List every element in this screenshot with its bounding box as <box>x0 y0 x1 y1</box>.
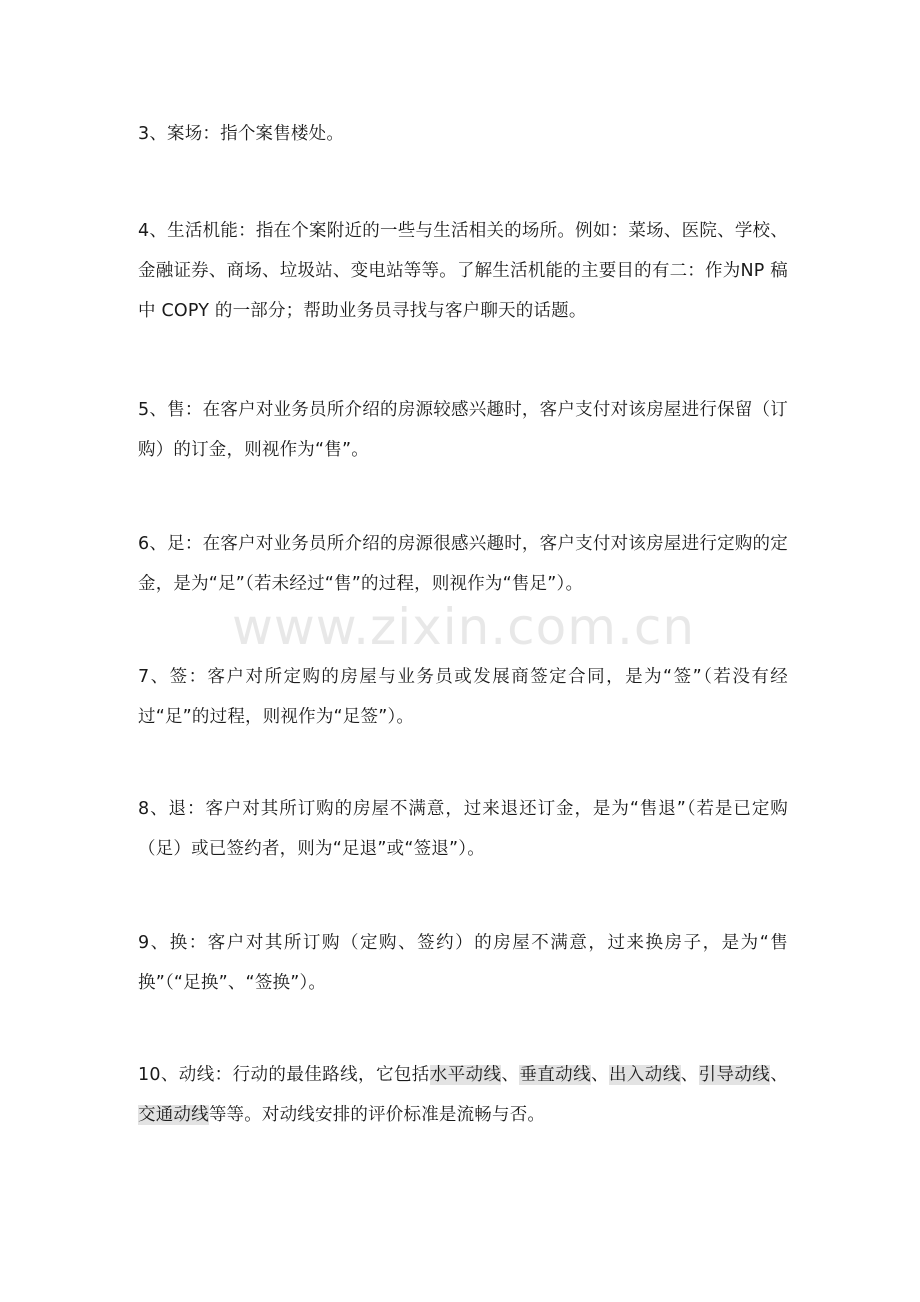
item-7-qian: 7、签：客户对所定购的房屋与业务员或发展商签定合同，是为“签”（若没有经过“足”的过程，则视作为“足签”）。 <box>138 667 788 727</box>
term-traffic-circulation: 交通动线 <box>138 1105 209 1125</box>
item-5-shou: 5、售：在客户对业务员所介绍的房源较感兴趣时，客户支付对该房屋进行保留（订购）的订金，则视作为“售”。 <box>138 400 788 460</box>
term-guiding-circulation: 引导动线 <box>698 1065 771 1085</box>
item-10-prefix: 10、动线：行动的最佳路线，它包括 <box>138 1065 430 1085</box>
item-9-huan: 9、换：客户对其所订购（定购、签约）的房屋不满意，过来换房子，是为“售换”（“足换”、“签换”）。 <box>138 933 788 993</box>
item-6-zu: 6、足：在客户对业务员所介绍的房源很感兴趣时，客户支付对该房屋进行定购的定金，是为“足”（若未经过“售”的过程，则视作为“售足”）。 <box>138 534 788 594</box>
watermark: www.zixin.com.cn <box>232 598 696 656</box>
item-10-circulation: 10、动线：行动的最佳路线，它包括水平动线、垂直动线、出入动线、引导动线、交通动线等等。对动线安排的评价标准是流畅与否。 <box>138 1065 788 1125</box>
item-8-tui: 8、退：客户对其所订购的房屋不满意，过来退还订金，是为“售退”（若是已定购（足）或已签约者，则为“足退”或“签退”）。 <box>138 799 788 859</box>
term-vertical-circulation: 垂直动线 <box>519 1065 592 1085</box>
item-10-suffix: 等等。对动线安排的评价标准是流畅与否。 <box>208 1105 546 1125</box>
item-4-life-function: 4、生活机能：指在个案附近的一些与生活相关的场所。例如：菜场、医院、学校、金融证券、商场、垃圾站、变电站等等。了解生活机能的主要目的有二：作为NP 稿中 COPY 的一部分；帮助业务员寻找与客户聊天的话题。 <box>138 221 788 321</box>
term-entrance-circulation: 出入动线 <box>608 1065 681 1085</box>
item-3-anchang: 3、案场：指个案售楼处。 <box>138 124 345 144</box>
term-horizontal-circulation: 水平动线 <box>429 1065 502 1085</box>
